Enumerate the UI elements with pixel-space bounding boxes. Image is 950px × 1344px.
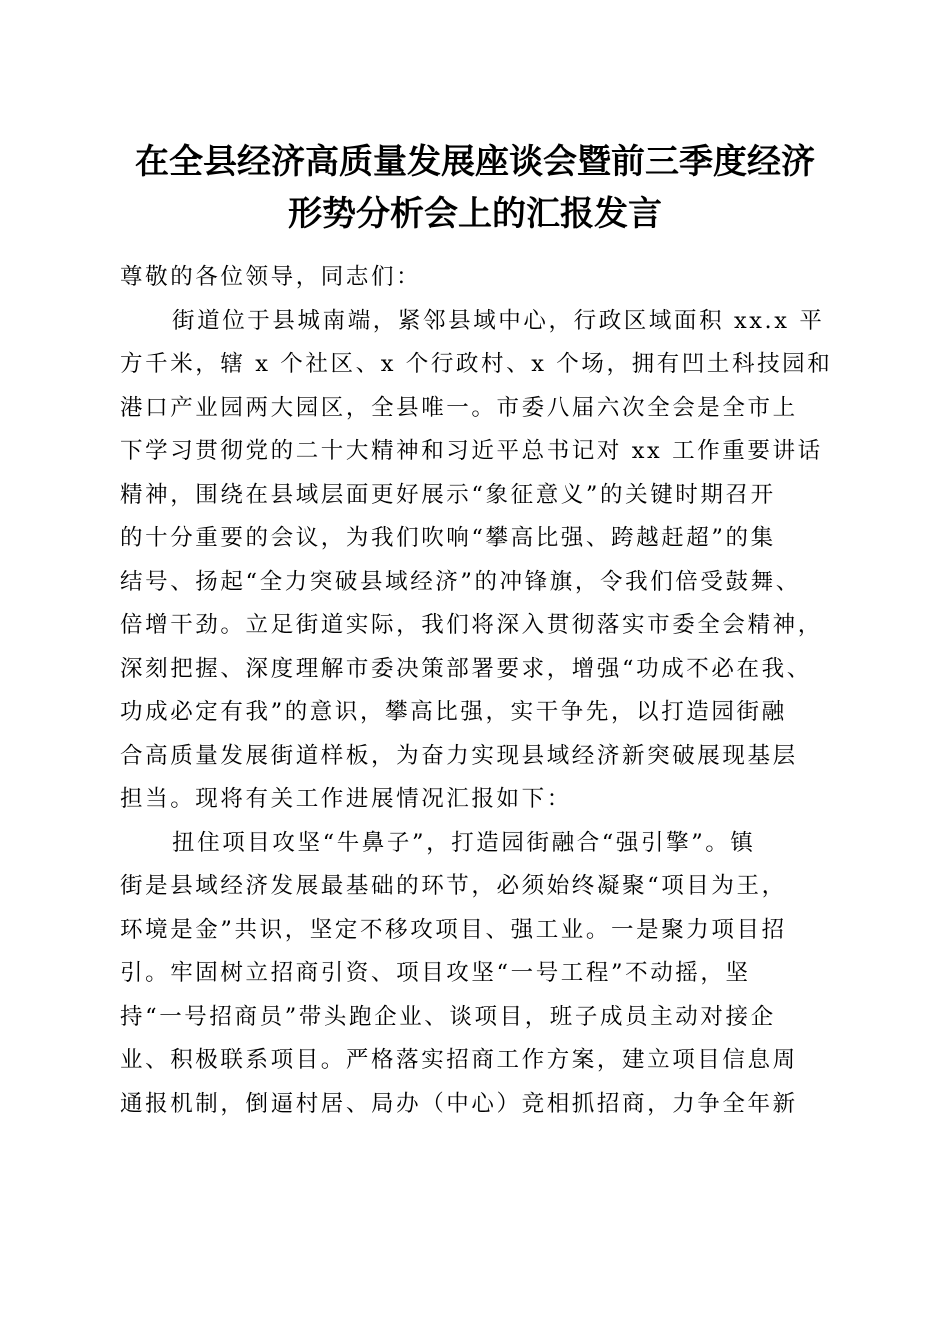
- paragraph-2-line: 通报机制，倒逼村居、局办（中心）竞相抓招商，力争全年新: [120, 1090, 798, 1117]
- paragraph-1-line: 精神，围绕在县域层面更好展示“象征意义”的关键时期召开: [120, 481, 776, 508]
- paragraph-1-line: 担当。现将有关工作进展情况汇报如下：: [120, 786, 572, 812]
- paragraph-2-line: 环境是金”共识，坚定不移攻项目、强工业。一是聚力项目招: [120, 916, 787, 943]
- document-title: [0, 136, 950, 240]
- paragraph-1-line: 倍增干劲。立足街道实际，我们将深入贯彻落实市委全会精神，: [120, 612, 823, 638]
- title-line-1: 在全县经济高质量发展座谈会暨前三季度经济: [135, 142, 815, 182]
- paragraph-2-line: 扭住项目攻坚“牛鼻子”，打造园街融合“强引擎”。镇: [172, 829, 756, 856]
- paragraph-1-line: 深刻把握、深度理解市委决策部署要求，增强“功成不必在我、: [120, 655, 812, 682]
- paragraph-1-line: 下学习贯彻党的二十大精神和习近平总书记对 xx 工作重要讲话: [120, 438, 823, 464]
- paragraph-1-line: 合高质量发展街道样板，为奋力实现县域经济新突破展现基层: [120, 742, 798, 769]
- paragraph-2-line: 街是县域经济发展最基础的环节，必须始终凝聚“项目为王，: [120, 873, 787, 899]
- paragraph-1-line: 街道位于县城南端，紧邻县域中心，行政区域面积 xx.x 平: [172, 307, 825, 334]
- title-line-2: 形势分析会上的汇报发言: [288, 194, 662, 234]
- paragraph-2-line: 业、积极联系项目。严格落实招商工作方案，建立项目信息周: [120, 1047, 798, 1073]
- salutation: 尊敬的各位领导，同志们：: [120, 264, 422, 290]
- paragraph-1-line: 港口产业园两大园区，全县唯一。市委八届六次全会是全市上: [120, 394, 798, 421]
- paragraph-1-line: 方千米，辖 x 个社区、x 个行政村、x 个场，拥有凹土科技园和: [120, 351, 833, 377]
- paragraph-1-line: 功成必定有我”的意识，攀高比强，实干争先，以打造园街融: [120, 699, 787, 725]
- paragraph-1-line: 结号、扬起“全力突破县域经济”的冲锋旗，令我们倍受鼓舞、: [120, 568, 801, 595]
- paragraph-2-line: 持“一号招商员”带头跑企业、谈项目，班子成员主动对接企: [120, 1003, 776, 1030]
- paragraph-1-line: 的十分重要的会议，为我们吹响“攀高比强、跨越赶超”的集: [120, 525, 776, 551]
- paragraph-2-line: 引。牢固树立招商引资、项目攻坚“一号工程”不动摇，坚: [120, 960, 751, 986]
- document-body: [120, 256, 836, 1126]
